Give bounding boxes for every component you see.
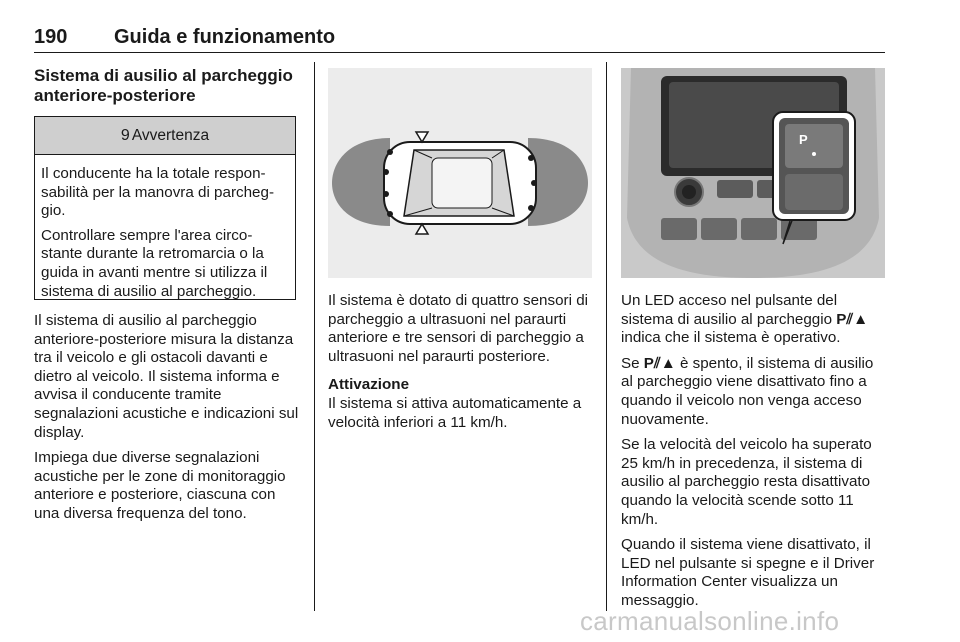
warning-icon: 9 [120, 126, 130, 144]
section-title-block [34, 66, 304, 106]
warning-body [35, 155, 295, 301]
page-header [34, 22, 885, 53]
sensor-zones-illustration [328, 68, 592, 278]
warning-title: Avvertenza [131, 126, 210, 144]
chapter-title: Guida e funzionamento [114, 26, 336, 48]
paragraph: Il sistema di ausilio al parcheggio anteriore-posteriore misura la distanza tra il veicolo e gli ostacoli davanti e dietro al veicolo. Il sistema informa e avvisa il conducente tramite segnalazioni acustiche e indicazioni sul display. [34, 312, 299, 441]
paragraph [621, 355, 887, 429]
warning-header [35, 117, 295, 155]
paragraph-text: Un LED acceso nel pulsante del sistema di ausilio al parcheggio [621, 292, 838, 328]
section-title: Sistema di ausilio al parcheggio anteriore-posteriore [34, 66, 293, 105]
column-divider [314, 62, 315, 611]
paragraph: Quando il sistema viene disattivato, il LED nel pulsante si spegne e il Driver Information Center visualizza un messaggio. [621, 536, 875, 609]
dashboard-icon [621, 68, 885, 278]
warning-text: Controllare sempre l'area circo-stante durante la retromarcia o la guida in avanti mentre si utilizza il sistema di ausilio al parcheggio. [41, 226, 268, 300]
warning-box [34, 116, 296, 300]
park-assist-button-label: P [799, 132, 808, 147]
column-divider [606, 62, 607, 611]
dashboard-button-illustration [621, 68, 885, 278]
car-top-view-icon [328, 68, 592, 278]
paragraph: Il sistema si attiva automaticamente a velocità inferiori a 11 km/h. [328, 394, 582, 431]
column-3-body [621, 292, 887, 618]
column-1-body [34, 312, 300, 531]
warning-text: Il conducente ha la totale respon-sabilità per la manovra di parcheg-gio. [41, 165, 274, 220]
watermark: carmanualsonline.info [580, 606, 840, 636]
paragraph-text: indica che il sistema è operativo. [621, 329, 841, 347]
column-2-body [328, 292, 594, 439]
subheading-attivazione: Attivazione [328, 376, 410, 394]
page-number: 190 [34, 26, 68, 48]
paragraph [621, 292, 887, 348]
paragraph-text: è spento, il sistema di ausilio al parcheggio viene disattivato fino a quando il veicolo non venga acceso nuovamente. [621, 354, 874, 428]
paragraph-text: Se [621, 354, 644, 372]
paragraph: Se la velocità del veicolo ha superato 25 km/h in precedenza, il sistema di ausilio al parcheggio resta disattivato quando la velocità scende sotto 11 km/h. [621, 436, 872, 528]
paragraph: Il sistema è dotato di quattro sensori di parcheggio a ultrasuoni nel paraurti anteriore e tre sensori di parcheggio a ultrasuoni nel paraurti posteriore. [328, 292, 589, 365]
paragraph: Impiega due diverse segnalazioni acustiche per le zone di monitoraggio anteriore e posteriore, ciascuna con una diversa frequenza del tono. [34, 449, 286, 522]
park-assist-symbol-icon: P⫽▲ [643, 354, 676, 372]
park-assist-symbol-icon: P⫽▲ [836, 310, 869, 328]
